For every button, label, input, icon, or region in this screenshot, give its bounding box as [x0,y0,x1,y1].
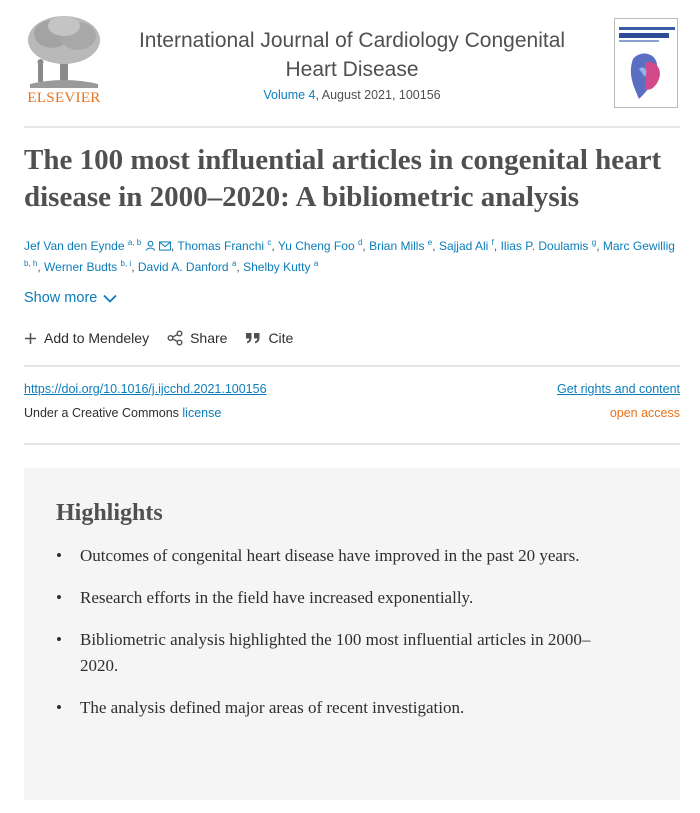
author-name[interactable]: Brian Mills [369,239,425,253]
author-affiliation: a, b [127,238,142,247]
quote-icon [245,332,261,344]
cite-button[interactable] [245,330,293,346]
author-affiliation: d [357,238,363,247]
author-name[interactable]: Marc Gewillig [602,239,675,253]
email-icon[interactable] [159,241,171,251]
author-name[interactable]: Shelby Kutty [243,260,311,274]
author-name[interactable]: Werner Budts [44,260,118,274]
highlight-item: • Outcomes of congenital heart disease have improved in the past 20 years. [56,543,616,569]
author-affiliation: c [267,238,272,247]
highlights-list [56,543,648,721]
author-affiliation: g [591,238,597,247]
tree-icon [24,14,104,88]
share-icon [167,330,183,346]
author-list: Jef Van den Eynde $^{a, b}$ , Thomas Franchi $^c$, Yu Cheng Foo $^d$, Brian Mills $^e$, Sajjad Ali $^f$, Ilias P. Doulamis $^g$, Marc Gewillig $^{b, h}$, Werner Budts $^{b, i}$, David A. Danford $^a$, Shelby Kutty $^a$ [24,238,675,274]
journal-title[interactable]: International Journal of Cardiology Congenital Heart Disease [138,29,566,81]
author-name[interactable]: Yu Cheng Foo [277,239,355,253]
author-affiliation: b, i [120,259,132,268]
author-name[interactable]: Sajjad Ali [438,239,489,253]
cite-label: Cite [268,330,294,346]
person-icon[interactable] [145,240,156,251]
journal-info [112,26,592,102]
show-more-label: Show more [24,290,98,306]
journal-cover-image[interactable] [614,18,678,108]
author-affiliation: f [491,238,494,247]
author-affiliation: b, h [24,259,38,268]
actions-divider [24,365,680,367]
journal-meta [112,88,592,102]
highlight-item: • Research efforts in the field have increased exponentially. [56,585,616,611]
license-prefix: Under a Creative Commons [24,406,183,420]
journal-date-number: , August 2021, 100156 [315,88,441,102]
author-name[interactable]: David A. Danford [137,260,229,274]
highlights-panel [24,468,680,800]
open-access-label: open access [609,406,680,420]
share-button[interactable] [167,330,227,346]
add-to-mendeley-button[interactable] [24,330,149,346]
license-statement [24,406,221,420]
elsevier-logo[interactable] [24,14,104,110]
highlight-item: • Bibliometric analysis highlighted the 100 most influential articles in 2000–2020. [56,627,616,679]
article-actions [24,330,293,346]
author-affiliation: e [427,238,433,247]
header-divider [24,126,680,128]
article-title: The 100 most influential articles in congenital heart disease in 2000–2020: A bibliometric analysis [24,144,662,213]
highlights-title: Highlights [56,500,163,526]
license-link[interactable]: license [182,406,222,420]
author-affiliation: a [313,259,319,268]
highlight-item: • The analysis defined major areas of recent investigation. [56,695,616,721]
volume-link[interactable]: Volume 4 [263,88,316,102]
rights-link[interactable]: Get rights and content [557,382,680,396]
author-name[interactable]: Jef Van den Eynde [24,239,125,253]
author-affiliation: a [231,259,237,268]
meta-divider [24,443,680,445]
elsevier-wordmark: ELSEVIER [27,90,101,106]
chevron-down-icon [103,294,117,303]
author-name[interactable]: Ilias P. Doulamis [500,239,589,253]
journal-header [24,14,680,110]
author-name[interactable]: Thomas Franchi [177,239,265,253]
add-to-mendeley-label: Add to Mendeley [44,330,150,346]
share-label: Share [190,330,228,346]
doi-link[interactable]: https://doi.org/10.1016/j.ijcchd.2021.100156 [24,382,267,396]
plus-icon [24,332,37,345]
show-more-button[interactable] [24,290,117,306]
